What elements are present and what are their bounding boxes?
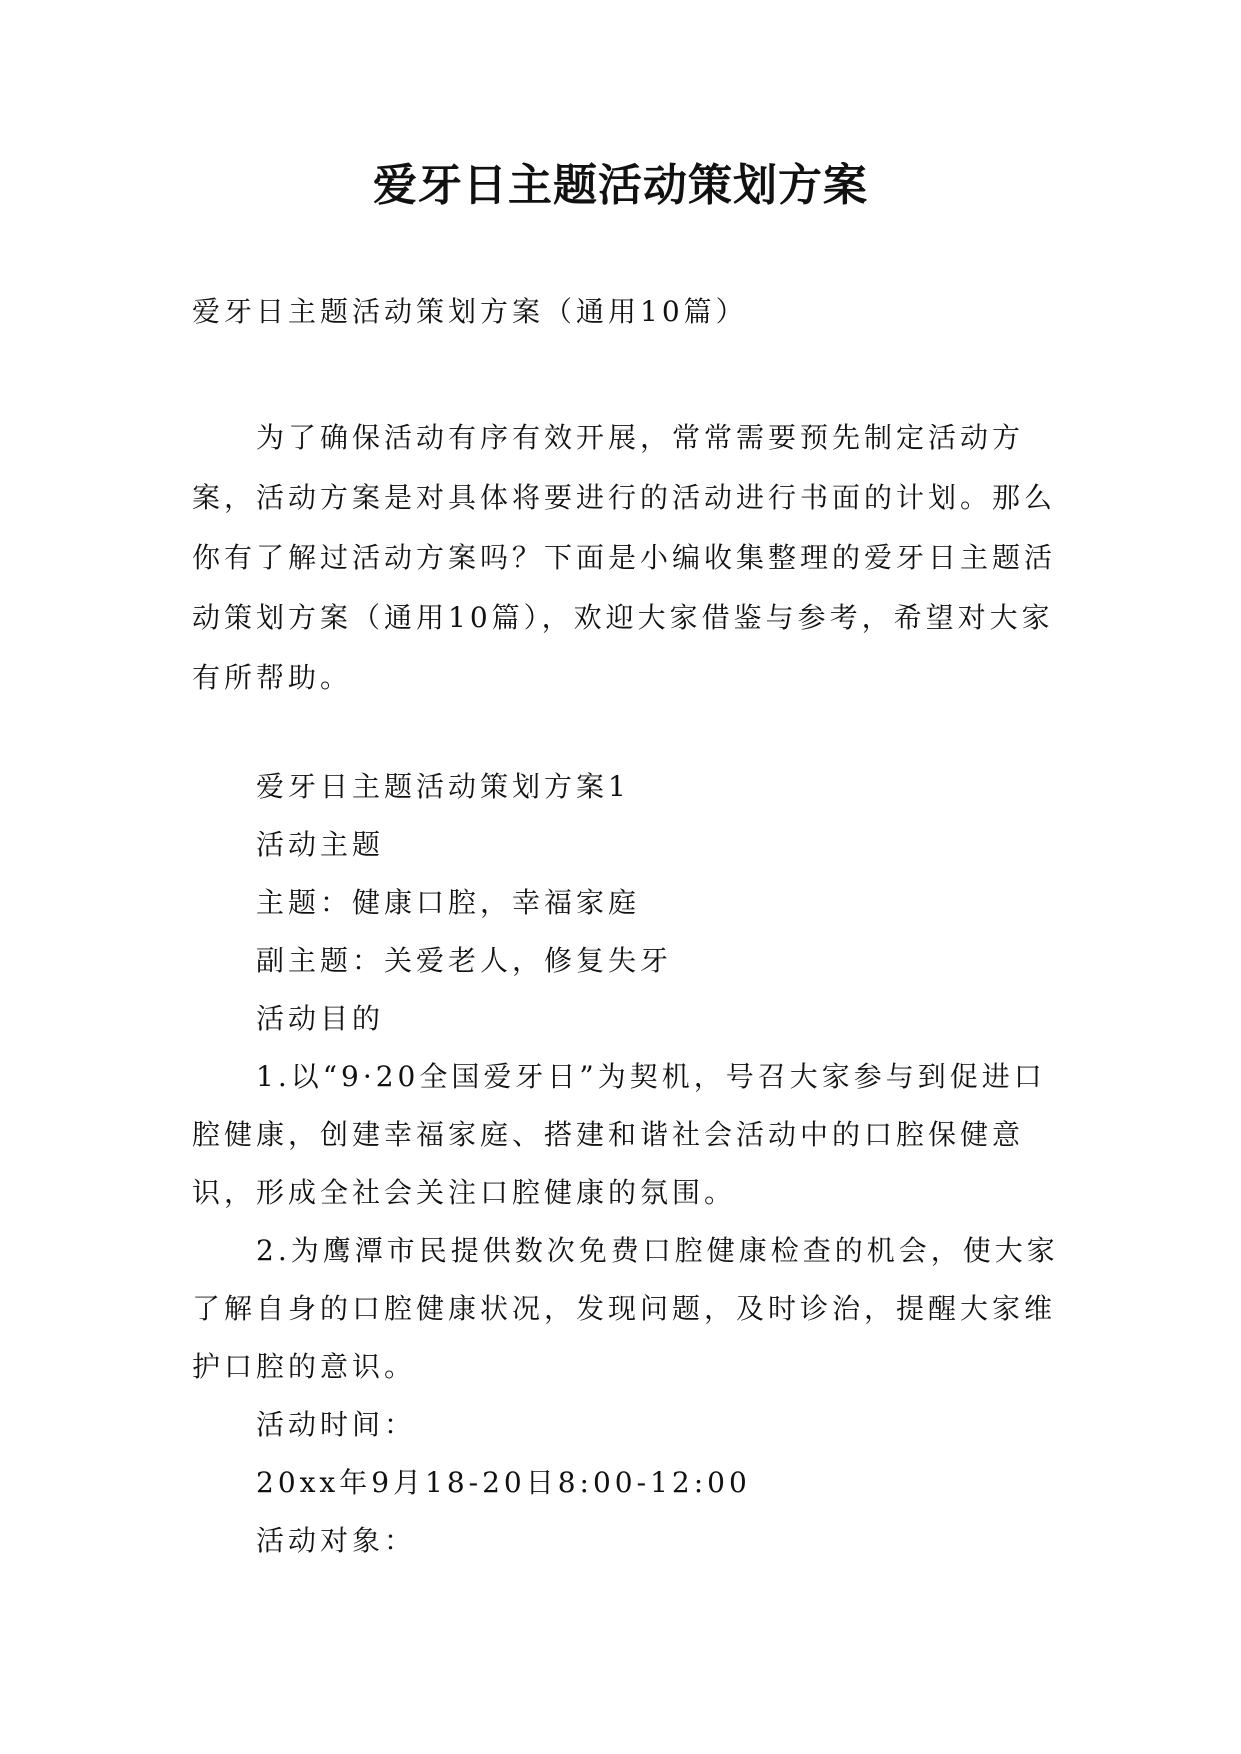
purpose-item-1: 1.以“9·20全国爱牙日”为契机，号召大家参与到促进口腔健康，创建幸福家庭、搭建和谐社会活动中的口腔保健意识，形成全社会关注口腔健康的氛围。 xyxy=(192,1060,1046,1209)
sub-theme-line: 副主题：关爱老人，修复失牙 xyxy=(256,944,673,977)
activity-purpose-label: 活动目的 xyxy=(256,1002,385,1035)
document-subtitle: 爱牙日主题活动策划方案（通用10篇） xyxy=(192,295,748,328)
activity-time-value: 20xx年9月18-20日8:00-12:00 xyxy=(256,1466,751,1499)
intro-paragraph: 为了确保活动有序有效开展，常常需要预先制定活动方案，活动方案是对具体将要进行的活动进行书面的计划。那么你有了解过活动方案吗？下面是小编收集整理的爱牙日主题活动策划方案（通用10篇），欢迎大家借鉴与参考，希望对大家有所帮助。 xyxy=(192,421,1057,694)
activity-theme-label: 活动主题 xyxy=(256,828,385,861)
activity-time-label: 活动时间： xyxy=(256,1408,417,1441)
document-title: 爱牙日主题活动策划方案 xyxy=(373,160,868,211)
purpose-item-2: 2.为鹰潭市民提供数次免费口腔健康检查的机会，使大家了解自身的口腔健康状况，发现问题，及时诊治，提醒大家维护口腔的意识。 xyxy=(192,1234,1059,1383)
section-body xyxy=(192,758,1060,1570)
theme-line: 主题：健康口腔，幸福家庭 xyxy=(256,886,641,919)
section-heading: 爱牙日主题活动策划方案1 xyxy=(256,770,630,803)
activity-target-label: 活动对象： xyxy=(256,1524,417,1557)
